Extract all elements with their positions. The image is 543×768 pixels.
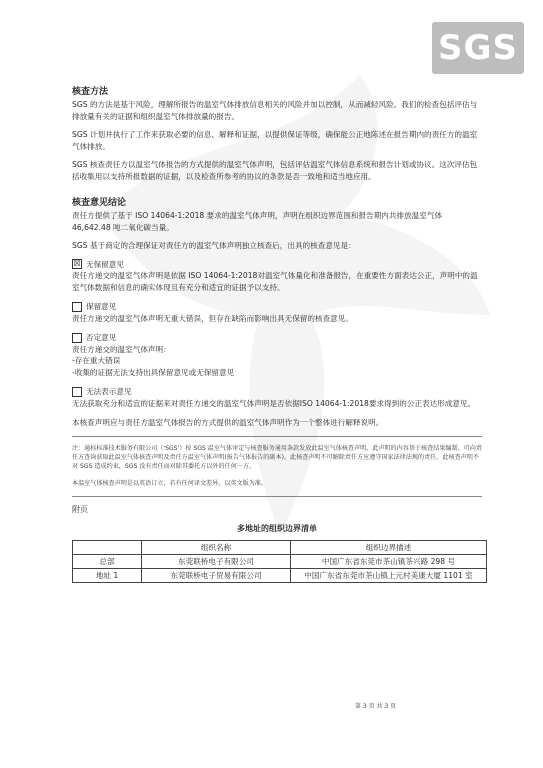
opinion-text: 责任方递交的温室气体声明： xyxy=(72,344,171,354)
opinion-title: 无法表示意见 xyxy=(86,387,132,396)
opinion-text: 无法获取充分和适宜的证据来对责任方递交的温室气体声明是否依据ISO 14064-1:2018要求得到的公正表达形成意见。 xyxy=(72,398,476,408)
table-cell: 东莞联桥电子有限公司 xyxy=(142,554,291,568)
method-paragraph-3: SGS 核查责任方以温室气体报告的方式提供的温室气体声明，包括评估温室气体信息系统和报告计划或协议。这次评估包括收集用以支持所报数据的证据，以及检查所参考的协议的条款是否一致地和适当地应用。 xyxy=(72,160,478,181)
closing-statement: 本核查声明应与责任方温室气体报告的方式提供的温室气体声明作为一个整体进行解释说明。 xyxy=(72,418,384,427)
table-title: 多地址的组织边界清单 xyxy=(237,523,317,533)
divider xyxy=(72,436,482,437)
opinion-body xyxy=(72,313,482,325)
checkbox-icon xyxy=(72,333,82,343)
table-header: 组织边界描述 xyxy=(291,540,487,554)
checked-checkbox-icon: ☒ xyxy=(73,259,81,269)
divider xyxy=(72,496,482,497)
table-cell: 总部 xyxy=(73,554,142,568)
opinion-title: 无保留意见 xyxy=(86,259,124,269)
opinion-disclaimer xyxy=(72,386,482,398)
opinion-body xyxy=(72,270,482,293)
table-cell: 地址 1 xyxy=(73,568,142,582)
table-cell: 中国广东省东莞市茶山镇上元村美康大厦 1101 室 xyxy=(291,568,487,582)
boundary-table xyxy=(72,540,487,583)
table-cell: 东莞联桥电子贸易有限公司 xyxy=(142,568,291,582)
page-number: 第 3 页 共 3 页 xyxy=(355,703,397,710)
opinion-body xyxy=(72,398,482,410)
opinion-text: 责任方递交的温室气体声明无重大错误，但存在缺陷而影响出具无保留的核查意见。 xyxy=(72,313,353,323)
opinion-text: 责任方递交的温室气体声明是依据 ISO 14064-1:2018对温室气体量化和准备报告，在重要性方面表达公正，声明中的温室气体数据和信息的确实体现且有充分和适宜的证据予以支持。 xyxy=(72,271,478,292)
opinion-body xyxy=(72,344,482,379)
appendix-label: 附页 xyxy=(72,504,88,514)
table-row xyxy=(73,554,487,568)
method-paragraph-2: SGS 计划并执行了工作来获取必要的信息、解释和证据，以提供保证等级，确保能公正地陈述在报告期内的责任方的温室气体排放。 xyxy=(72,130,478,151)
language-note: 本温室气体核查声明是以英语订立，若有任何译文差异，以英文版为准。 xyxy=(72,479,267,487)
method-paragraph-1: SGS 的方法是基于风险，理解所报告的温室气体排放信息相关的风险并加以控制，从而减轻风险。我们的检查包括评估与排放量有关的证据和组织温室气体排放量的报告。 xyxy=(72,100,478,121)
opinion-qualified xyxy=(72,301,482,313)
disclaimer-note: 注：通标标准技术服务有限公司（'SGS'）按 SGS 温室气体审定与核查服务通用条款发放此温室气体核查声明。此声明的内容基于核查结果编制。可向责任方查询获取此温室气体核查声明及责任方温室气体声明(报告气体报告的副本)。此核查声明不可解除责任方应遵守国家法律法规的责任。此核查声明不对 SGS 造成约束，SGS 没有责任而对除其委托方以外的任何一方。 xyxy=(72,444,482,470)
conclusion-heading: 核查意见结论 xyxy=(72,198,127,208)
opinion-unqualified xyxy=(72,259,482,271)
opinion-title: 保留意见 xyxy=(86,302,117,311)
table-header-row xyxy=(73,540,487,554)
method-heading: 核查方法 xyxy=(72,87,109,97)
conclusion-paragraph-1: 责任方提供了基于 ISO 14064-1:2018 要求的温室气体声明，声明在组织边界范围和报告期内共排放温室气体 46,642.48 吨二氧化碳当量。 xyxy=(72,211,443,232)
opinion-adverse xyxy=(72,332,482,344)
opinion-title: 否定意见 xyxy=(86,333,117,342)
table-row xyxy=(73,568,487,582)
main-content xyxy=(72,84,482,583)
conclusion-paragraph-2: SGS 基于商定的合理保证对责任方的温室气体声明独立核查后，出具的核查意见是： xyxy=(72,241,356,250)
table-header xyxy=(73,540,142,554)
sgs-logo: SGS xyxy=(432,22,524,74)
checkbox-icon xyxy=(72,387,82,397)
table-header: 组织名称 xyxy=(142,540,291,554)
opinion-text: -收集的证据无法支持出具保留意见或无保留意见 xyxy=(72,367,235,377)
checkbox-icon xyxy=(72,302,82,312)
opinion-text: -存在重大错误 xyxy=(72,356,121,365)
table-cell: 中国广东省东莞市茶山镇茶兴路 298 号 xyxy=(291,554,487,568)
